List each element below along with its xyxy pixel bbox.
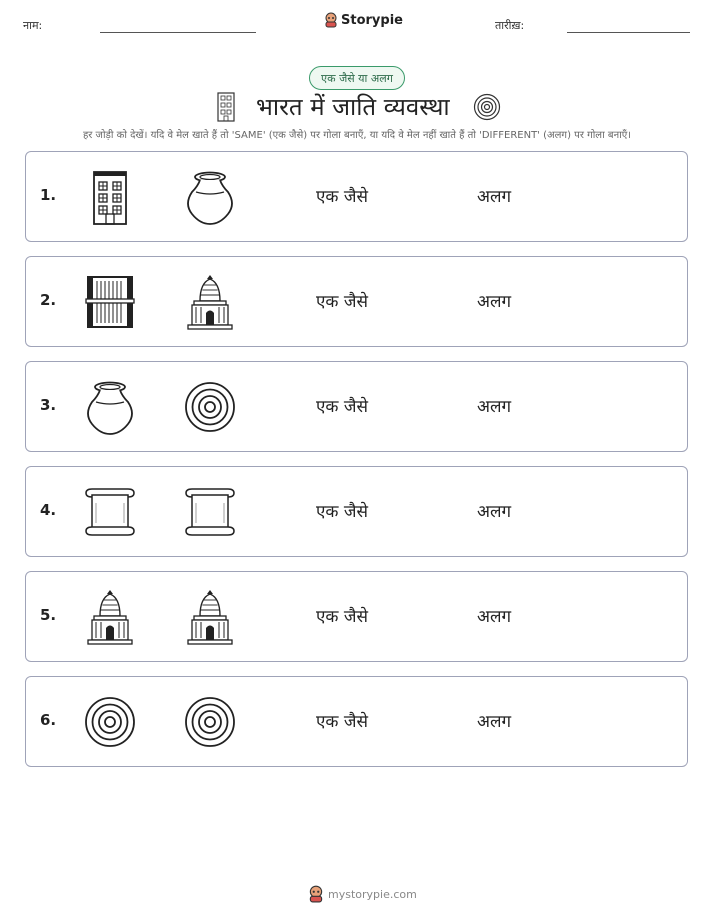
footer [308, 885, 417, 903]
question-row [25, 571, 688, 662]
same-option[interactable]: एक जैसे [316, 607, 368, 627]
question-number: 3. [40, 396, 57, 414]
title-row [0, 88, 714, 128]
different-option[interactable]: अलग [477, 397, 512, 417]
question-row [25, 676, 688, 767]
name-label: नाम: [23, 19, 43, 32]
question-number: 2. [40, 291, 57, 309]
question-number: 1. [40, 186, 57, 204]
building-icon [82, 168, 138, 226]
building-icon [217, 92, 235, 122]
pot-icon [82, 378, 138, 436]
same-option[interactable]: एक जैसे [316, 502, 368, 522]
scroll-icon [82, 483, 138, 541]
different-option[interactable]: अलग [477, 292, 512, 312]
brand-name: Storypie [341, 12, 403, 28]
footer-url[interactable]: mystorypie.com [328, 887, 417, 901]
question-number: 4. [40, 501, 57, 519]
rings-icon [82, 693, 138, 751]
temple-icon [182, 273, 238, 331]
brand-logo [324, 12, 403, 28]
date-label: तारीख़: [495, 19, 525, 32]
question-number: 5. [40, 606, 57, 624]
pot-icon [182, 168, 238, 226]
page-title: भारत में जाति व्यवस्था [256, 93, 450, 121]
same-option[interactable]: एक जैसे [316, 292, 368, 312]
storypie-mascot-icon [308, 885, 324, 903]
storypie-mascot-icon [324, 12, 338, 28]
name-line[interactable] [100, 32, 256, 33]
loom-icon [82, 273, 138, 331]
same-option[interactable]: एक जैसे [316, 397, 368, 417]
different-option[interactable]: अलग [477, 607, 512, 627]
worksheet-type-badge: एक जैसे या अलग [309, 66, 405, 90]
question-row [25, 361, 688, 452]
instructions: हर जोड़ी को देखें। यदि वे मेल खाते हैं तो 'SAME' (एक जैसे) पर गोला बनाएँ, या यदि वे मेल नहीं खाते हैं तो 'DIFFERENT' (अलग) पर गोला बनाएँ। [82, 130, 632, 141]
date-line[interactable] [567, 32, 690, 33]
scroll-icon [182, 483, 238, 541]
rings-icon [182, 378, 238, 436]
temple-icon [182, 588, 238, 646]
question-row [25, 466, 688, 557]
different-option[interactable]: अलग [477, 712, 512, 732]
question-row [25, 256, 688, 347]
same-option[interactable]: एक जैसे [316, 187, 368, 207]
rings-icon [473, 93, 501, 121]
question-row [25, 151, 688, 242]
temple-icon [82, 588, 138, 646]
question-number: 6. [40, 711, 57, 729]
different-option[interactable]: अलग [477, 502, 512, 522]
different-option[interactable]: अलग [477, 187, 512, 207]
rings-icon [182, 693, 238, 751]
same-option[interactable]: एक जैसे [316, 712, 368, 732]
